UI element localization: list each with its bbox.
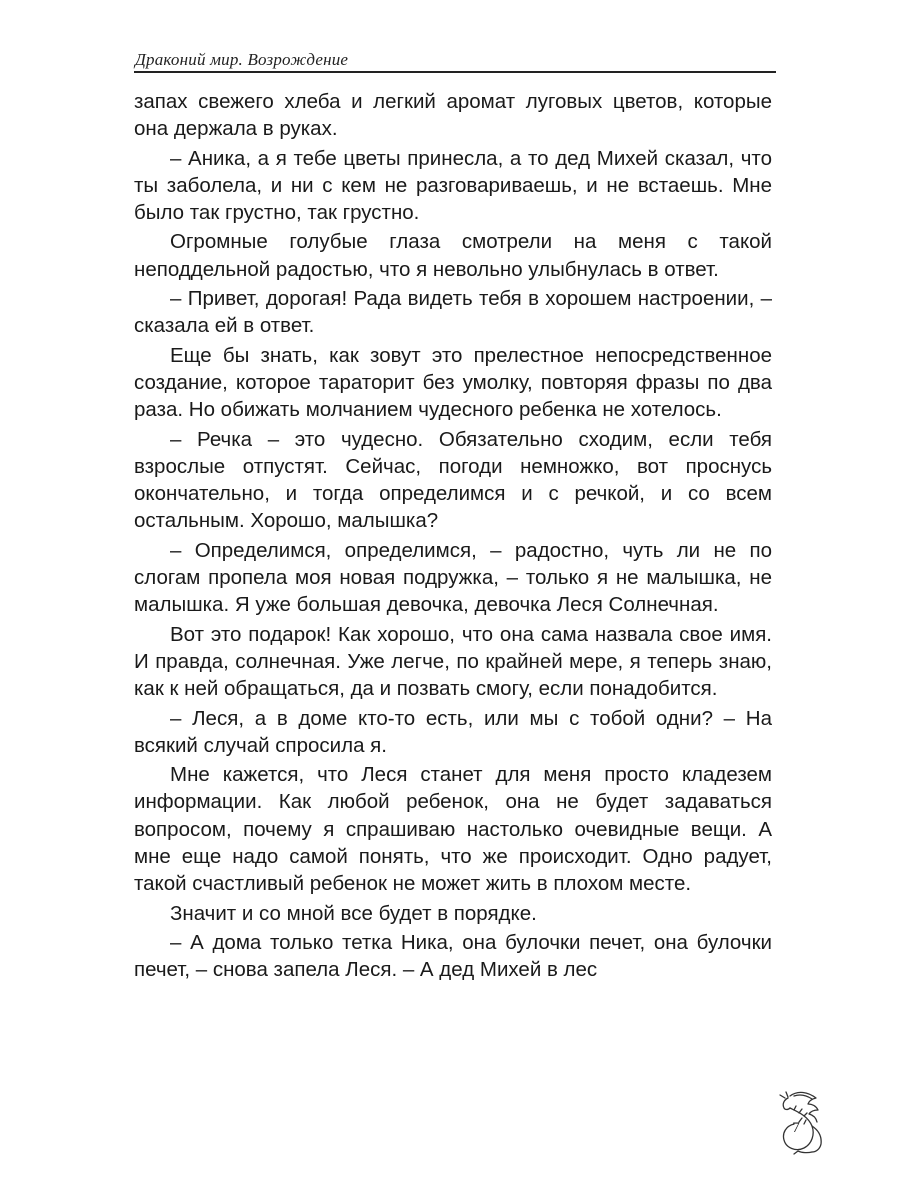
paragraph: запах свежего хлеба и легкий аромат луговых цветов, которые она держала в руках. <box>134 90 772 141</box>
paragraph: – Аника, а я тебе цветы принесла, а то дед Михей сказал, что ты заболела, и ни с кем не разговариваешь, и не встаешь. Мне было так грустно, так грустно. <box>134 146 772 225</box>
paragraph: – Речка – это чудесно. Обязательно сходим, если тебя взрослые отпустят. Сейчас, погоди немножко, вот проснусь окончательно, и тогда определимся и с речкой, и со всем остальным. Хорошо, малышка? <box>134 427 772 533</box>
paragraph: – Определимся, определимся, – радостно, чуть ли не по слогам пропела моя новая подружка, – только я не малышка, не малышка. Я уже большая девочка, девочка Леся Солнечная. <box>134 538 772 617</box>
paragraph: – А дома только тетка Ника, она булочки печет, она булочки печет, – снова запела Леся. – А дед Михей в лес <box>134 930 772 982</box>
paragraph: – Леся, а в доме кто-то есть, или мы с тобой одни? – На всякий случай спросила я. <box>134 706 772 757</box>
paragraph: Мне кажется, что Леся станет для меня просто кладезем информации. Как любой ребенок, она не будет задаваться вопросом, почему я спрашиваю настолько очевидные вещи. А мне еще надо самой понять, что же происходит. Одно радует, такой счастливый ребенок не может жить в плохом месте. <box>134 763 772 896</box>
book-title: Драконий мир. Возрождение <box>135 50 349 69</box>
page-number: 7 <box>792 1120 800 1136</box>
paragraph: Еще бы знать, как зовут это прелестное непосредственное создание, которое тараторит без умолку, повторяя фразы по два раза. Но обижать молчанием чудесного ребенка не хотелось. <box>134 343 772 422</box>
running-header <box>134 50 776 74</box>
paragraph: Огромные голубые глаза смотрели на меня с такой неподдельной радостью, что я невольно улыбнулась в ответ. <box>134 230 772 281</box>
paragraph: – Привет, дорогая! Рада видеть тебя в хорошем настроении, – сказала ей в ответ. <box>134 287 772 338</box>
body-text <box>134 88 772 986</box>
header-rule <box>134 71 776 73</box>
paragraph: Вот это подарок! Как хорошо, что она сама назвала свое имя. И правда, солнечная. Уже легче, по крайней мере, я теперь знаю, как к ней обращаться, да и позвать смогу, если понадобится. <box>134 622 772 701</box>
paragraph: Значит и со мной все будет в порядке. <box>170 901 537 925</box>
